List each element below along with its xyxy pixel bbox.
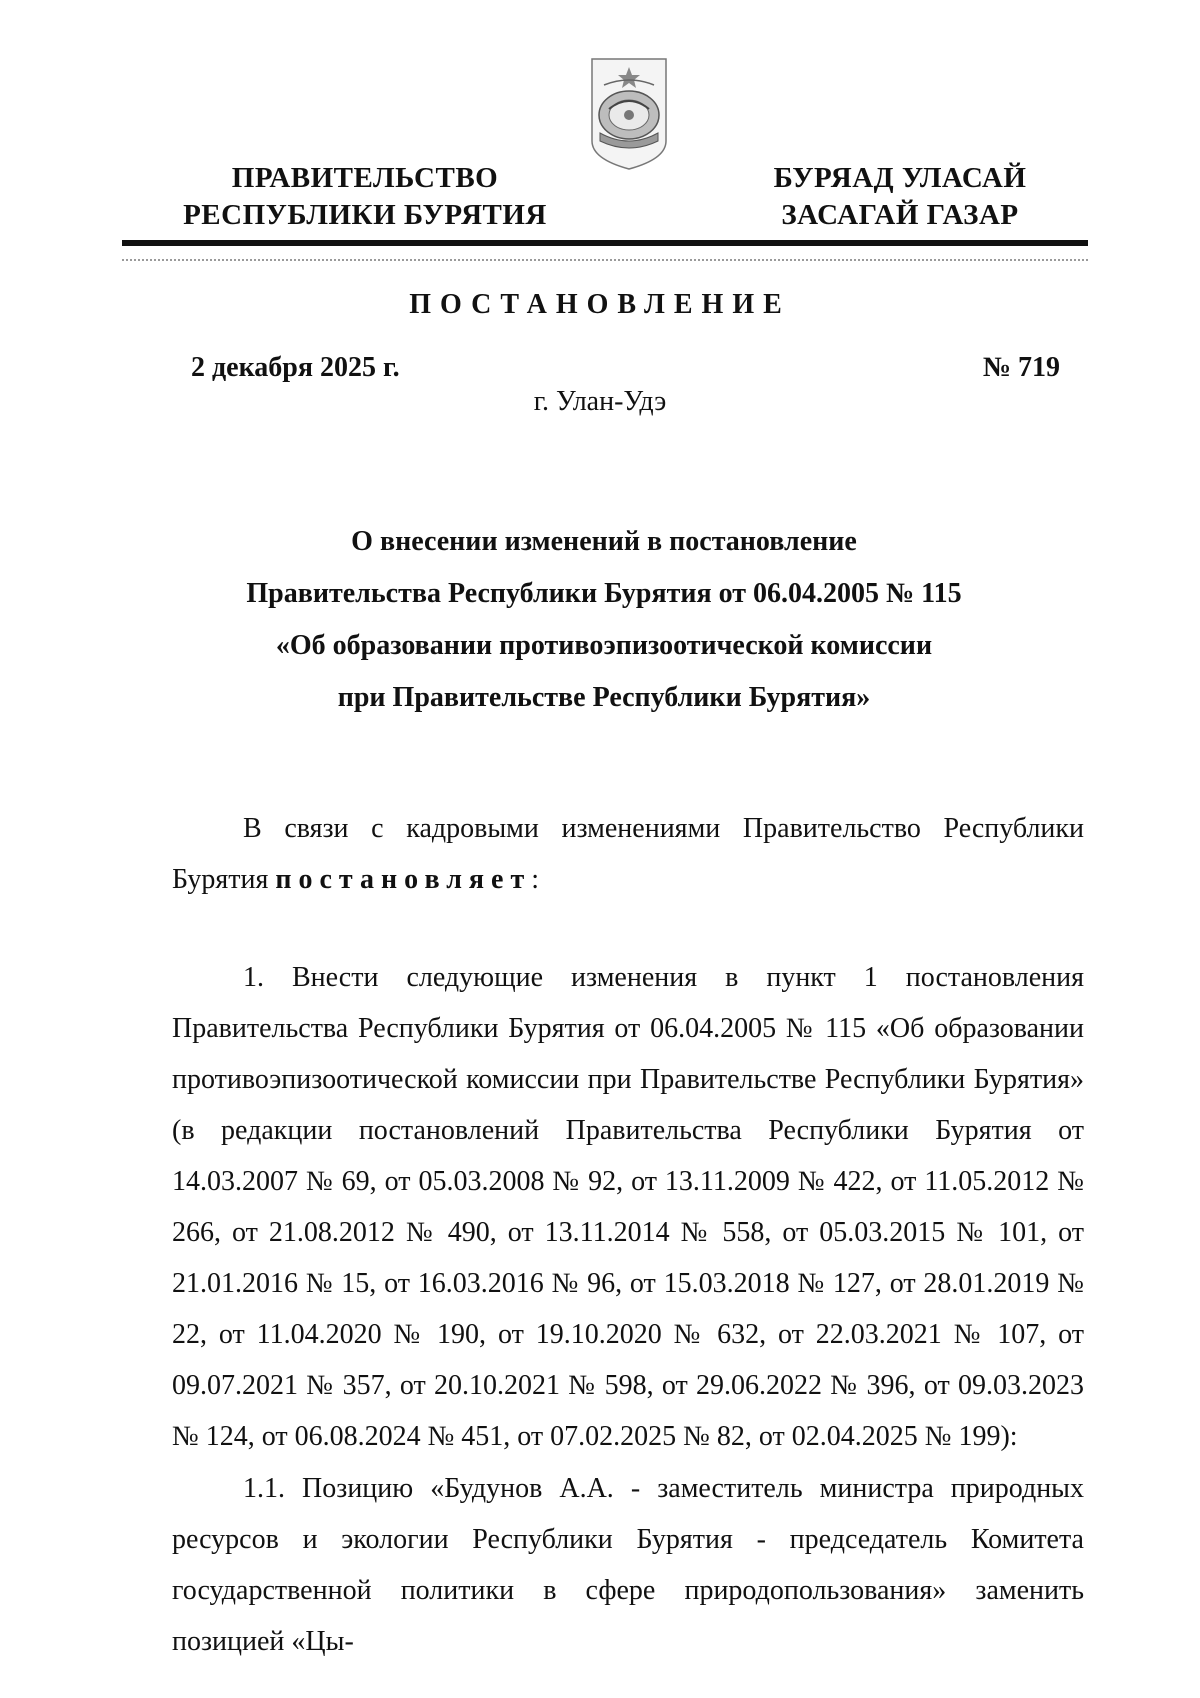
document-title xyxy=(172,516,1036,724)
document-title-line1: О внесении изменений в постановление xyxy=(351,526,857,557)
intro-colon: : xyxy=(531,864,540,895)
government-name-russian-line2: РЕСПУБЛИКИ БУРЯТИЯ xyxy=(183,199,547,231)
document-title-line2: Правительства Республики Бурятия от 06.04.2005 № 115 xyxy=(246,578,962,609)
header-divider-thin xyxy=(122,259,1088,261)
resolution-verb: постановляет xyxy=(275,864,532,895)
document-city: г. Улан-Удэ xyxy=(533,386,667,417)
intro-paragraph xyxy=(172,803,1084,905)
document-type: ПОСТАНОВЛЕНИЕ xyxy=(409,289,791,320)
coat-of-arms-emblem xyxy=(586,55,672,173)
government-name-buryat xyxy=(750,160,1050,234)
document-number: № 719 xyxy=(982,352,1060,383)
document-date: 2 декабря 2025 г. xyxy=(191,352,400,383)
government-name-russian xyxy=(180,160,550,234)
document-title-line4: при Правительстве Республики Бурятия» xyxy=(337,682,871,713)
intro-text: В связи с кадровыми изменениями Правительство Республики Бурятия xyxy=(172,813,1084,895)
document-title-line3: «Об образовании противоэпизоотической комиссии xyxy=(275,630,933,661)
government-name-buryat-line1: БУРЯАД УЛАСАЙ xyxy=(773,162,1027,194)
paragraph-1: 1. Внести следующие изменения в пункт 1 постановления Правительства Республики Бурятия от 06.04.2005 № 115 «Об образовании противоэпизоотической комиссии при Правительстве Республики Бурятия» (в редакции постановлений Правительства Республики Бурятия от 14.03.2007 № 69, от 05.03.2008 № 92, от 13.11.2009 № 422, от 11.05.2012 № 266, от 21.08.2012 № 490, от 13.11.2014 № 558, от 05.03.2015 № 101, от 21.01.2016 № 15, от 16.03.2016 № 96, от 15.03.2018 № 127, от 28.01.2019 № 22, от 11.04.2020 № 190, от 19.10.2020 № 632, от 22.03.2021 № 107, от 09.07.2021 № 357, от 20.10.2021 № 598, от 29.06.2022 № 396, от 09.03.2023 № 124, от 06.08.2024 № 451, от 07.02.2025 № 82, от 02.04.2025 № 199): xyxy=(172,962,1084,1452)
government-name-buryat-line2: ЗАСАГАЙ ГАЗАР xyxy=(781,199,1019,231)
header-divider-thick xyxy=(122,240,1088,246)
paragraph-1-1: 1.1. Позицию «Будунов А.А. - заместитель министра природных ресурсов и экологии Республики Бурятия - председатель Комитета государственной политики в сфере природопользования» заменить позицией «Цы- xyxy=(172,1473,1084,1657)
government-name-russian-line1: ПРАВИТЕЛЬСТВО xyxy=(231,162,499,194)
